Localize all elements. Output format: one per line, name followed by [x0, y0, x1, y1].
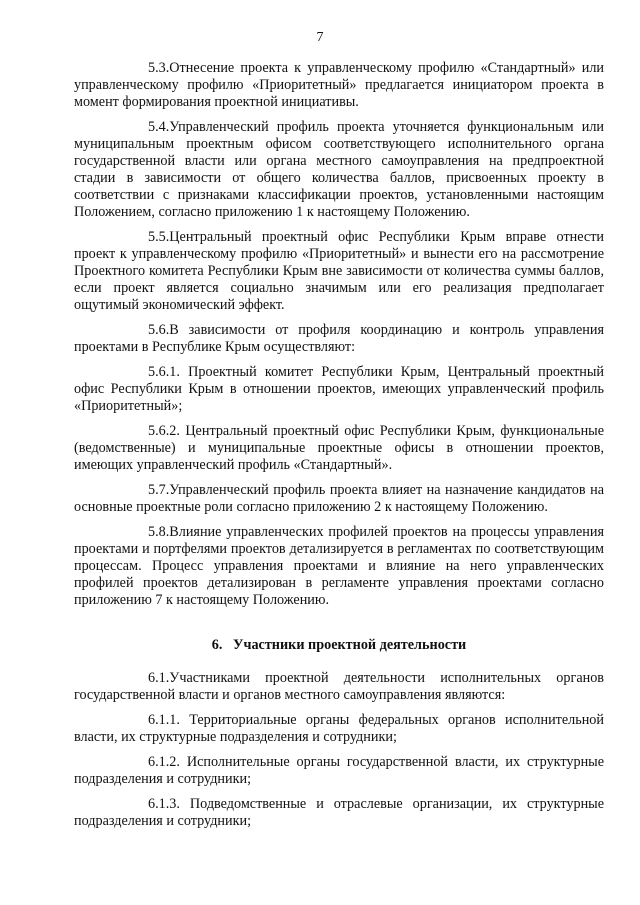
section-title: Участники проектной деятельности	[233, 637, 467, 653]
paragraph-number: 6.1.	[148, 670, 170, 686]
section-heading	[74, 637, 604, 654]
paragraph-number: 5.8.	[148, 524, 170, 540]
paragraph-5-5	[74, 229, 604, 314]
page-number: 7	[316, 30, 324, 45]
paragraph-number: 6.1.2.	[148, 754, 180, 770]
paragraph-number: 5.3.	[148, 60, 170, 76]
paragraph-text: Территориальные органы федеральных органов исполнительной власти, их структурные подразделения и сотрудники;	[74, 712, 604, 745]
paragraph-text: Исполнительные органы государственной власти, их структурные подразделения и сотрудники;	[74, 754, 605, 787]
paragraph-text: Проектный комитет Республики Крым, Центральный проектный офис Республики Крым в отношении проектов, имеющих управленческий профиль «Приоритетный»;	[74, 364, 605, 414]
paragraph-5-8	[74, 524, 604, 609]
paragraph-5-6-2	[74, 423, 604, 474]
paragraph-5-3	[74, 60, 604, 111]
paragraph-text: В зависимости от профиля координацию и контроль управления проектами в Республике Крым осуществляют:	[74, 322, 604, 355]
paragraph-number: 6.1.3.	[148, 796, 180, 812]
paragraph-number: 5.6.	[148, 322, 170, 338]
paragraph-5-7	[74, 482, 604, 516]
paragraph-text: Управленческий профиль проекта уточняется функциональным или муниципальным проектным офисом соответствующего исполнительного органа государственной власти или органа местного самоуправления на предпроектной стадии в зависимости от общего количества баллов, присвоенных проекту в соответствии с признаками классификации проектов, установленными настоящим Положением, согласно приложению 1 к настоящему Положению.	[74, 119, 604, 220]
paragraph-text: Центральный проектный офис Республики Крым, функциональные (ведомственные) и муниципальные проектные офисы в отношении проектов, имеющих управленческий профиль «Стандартный».	[74, 423, 605, 473]
paragraph-6-1	[74, 670, 604, 704]
paragraph-text: Влияние управленческих профилей проектов на процессы управления проектами и портфелями проектов детализируется в регламентах по соответствующим процессам. Процесс управления проектами и влияние на него управленческих профилей проектов детализирован в регламенте управления проектами согласно приложению 7 к настоящему Положению.	[74, 524, 604, 608]
paragraph-5-6-1	[74, 364, 604, 415]
paragraph-6-1-1	[74, 712, 604, 746]
paragraph-text: Центральный проектный офис Республики Крым вправе отнести проект к управленческому профилю «Приоритетный» и вынести его на рассмотрение Проектного комитета Республики Крым вне зависимости от количества суммы баллов, если проект является социально значимым или его реализация предполагает ощутимый экономический эффект.	[74, 229, 604, 313]
paragraph-number: 5.6.1.	[148, 364, 180, 380]
paragraph-number: 5.4.	[148, 119, 170, 135]
paragraph-text: Отнесение проекта к управленческому профилю «Стандартный» или управленческому профилю «Приоритетный» предлагается инициатором проекта в момент формирования проектной инициативы.	[74, 60, 604, 110]
paragraph-number: 6.1.1.	[148, 712, 180, 728]
section-number: 6.	[211, 637, 223, 653]
paragraph-6-1-2	[74, 754, 604, 788]
document-body	[74, 60, 604, 838]
paragraph-number: 5.5.	[148, 229, 170, 245]
paragraph-number: 5.6.2.	[148, 423, 180, 439]
paragraph-text: Управленческий профиль проекта влияет на назначение кандидатов на основные проектные роли согласно приложению 2 к настоящему Положению.	[74, 482, 604, 515]
paragraph-text: Участниками проектной деятельности исполнительных органов государственной власти и органов местного самоуправления являются:	[74, 670, 604, 703]
paragraph-text: Подведомственные и отраслевые организации, их структурные подразделения и сотрудники;	[74, 796, 604, 829]
paragraph-6-1-3	[74, 796, 604, 830]
paragraph-5-4	[74, 119, 604, 221]
paragraph-5-6	[74, 322, 604, 356]
paragraph-number: 5.7.	[148, 482, 170, 498]
